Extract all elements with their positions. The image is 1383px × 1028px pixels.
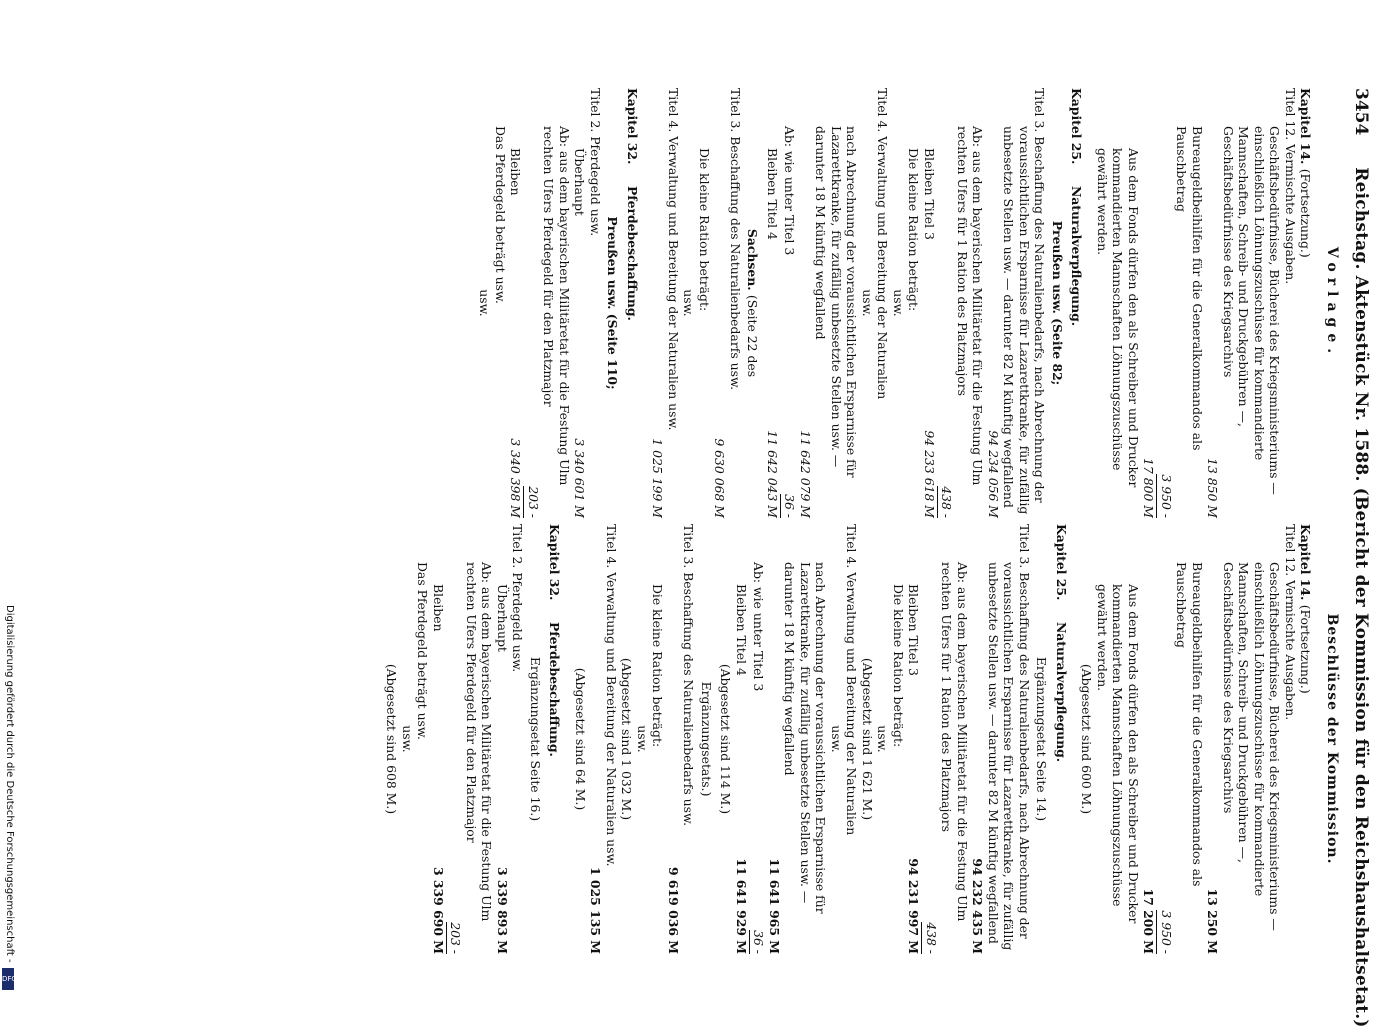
amount-row: 13 250 M xyxy=(1205,888,1221,954)
amount-row: Überhaupt 3 340 601 M xyxy=(572,148,588,518)
amount-row: 9 619 036 M xyxy=(666,866,681,954)
sum-row: 17 200 M xyxy=(1141,888,1157,954)
title-line: Titel 3. Beschaffung des Naturalienbedarfs usw. xyxy=(728,88,743,391)
chapter-heading: Kapitel 32. Pferdebeschaffung. xyxy=(547,524,563,757)
title-line: Titel 4. Verwaltung und Bereitung der Naturalien usw. xyxy=(604,524,619,867)
amount-row: 94 234 056 M xyxy=(986,430,1001,518)
deduction-note: (Abgesetzt sind 1 032 M.) xyxy=(619,657,635,821)
paragraph: Aus dem Fonds dürfen den als Schreiber und Drucker kommandierten Mannschaften Löhnungszuschüsse gewährt werden. xyxy=(1095,584,1141,924)
dfg-logo: DFG xyxy=(2,968,14,990)
amount-row: 13 850 M xyxy=(1205,458,1221,518)
region-heading: Preußen usw. (Seite 82; xyxy=(1050,220,1065,386)
sum-row: Bleiben 3 340 398 M xyxy=(508,148,524,518)
deduction-note: (Abgesetzt sind 600 M.) xyxy=(1079,663,1095,815)
amount-row: 3 950 - xyxy=(1157,88,1175,518)
amount-row: 3 950 - xyxy=(1157,524,1175,954)
paragraph: Ab: aus dem bayerischen Militäretat für die Festung Ulm rechten Ufers Pferdegeld für den Platzmajor xyxy=(541,126,572,486)
title-line: Titel 12. Vermischte Ausgaben. xyxy=(1283,88,1298,285)
sum-row: 17 800 M xyxy=(1141,458,1157,518)
region-heading: Ergänzungsetat Seite 14.) xyxy=(1034,656,1050,822)
paragraph: Geschäftsbedürfnisse, Bücherei des Kriegsministeriums — einschließlich Löhnungszuschüsse für kommandierte Mannschaften, Schreib- und Druckgebühren —, Geschäftsbedürfnisse des Kriegsarchivs xyxy=(1221,126,1283,495)
paragraph: Das Pferdegeld beträgt usw. xyxy=(493,126,508,304)
sum-row: Bleiben Titel 4 11 642 043 M xyxy=(765,148,780,518)
page-title: Reichstag. Aktenstück Nr. 1588. (Bericht der Kommission für den Reichshaushaltsetat.) xyxy=(1351,167,1371,1028)
region-heading: Ergänzungsetat Seite 16.) xyxy=(528,656,543,822)
paragraph: usw. xyxy=(891,289,906,317)
sum-row: Bleiben Titel 4 11 641 929 M xyxy=(734,584,749,954)
paragraph: Ab: aus dem bayerischen Militäretat für die Festung Ulm rechten Ufers Pferdegeld für den Platzmajor xyxy=(464,562,495,922)
paragraph: Die kleine Ration beträgt: xyxy=(906,148,922,312)
chapter-heading: Kapitel 14. (Fortsetzung.) xyxy=(1298,88,1314,258)
title-line: Titel 2. Pferdegeld usw. xyxy=(588,88,603,237)
paragraph: usw. xyxy=(400,725,415,753)
column-heading: Vorlage. xyxy=(1324,246,1340,360)
title-line: Titel 4. Verwaltung und Bereitung der Naturalien xyxy=(844,524,860,836)
amount-row: Ab: wie unter Titel 3 36 - xyxy=(780,88,798,518)
amount-row: 203 - xyxy=(524,88,542,518)
chapter-heading: Kapitel 14. (Fortsetzung.) xyxy=(1298,524,1314,694)
sum-row: Bleiben Titel 3 94 231 997 M xyxy=(906,584,922,954)
paragraph: Aus dem Fonds dürfen den als Schreiber und Drucker kommandierten Mannschaften Löhnungszuschüsse gewährt werden. xyxy=(1095,148,1141,488)
amount-row: Überhaupt 3 339 893 M xyxy=(495,584,510,954)
paragraph: Titel 3. Beschaffung des Naturalienbedarfs, nach Abrechnung der voraussichtlichen Ersparnisse für Lazarettkranke, für zufällig unbesetzte Stellen usw. — darunter 82 M künftig wegfallend xyxy=(986,524,1032,951)
region-heading: Sachsen. (Seite 22 des xyxy=(745,228,761,378)
chapter-heading: Kapitel 25. Naturalverpflegung. xyxy=(1069,88,1085,327)
title-line: Titel 4. Verwaltung und Bereitung der Naturalien xyxy=(875,88,891,400)
amount-row: 1 025 135 M xyxy=(588,866,604,954)
paragraph: usw. xyxy=(477,289,493,317)
paragraph: usw. xyxy=(875,725,891,753)
title-line: Titel 2. Pferdegeld usw. xyxy=(510,524,526,673)
paragraph: nach Abrechnung der voraussichtlichen Ersparnisse für Lazarettkranke, für zufällig unbesetzte Stellen usw. — darunter 18 M künftig wegfallend xyxy=(782,562,829,914)
region-heading: Ergänzungsetats.) xyxy=(699,681,714,797)
amount-row: 1 025 199 M xyxy=(650,438,666,518)
page-number: 3454 xyxy=(1351,88,1371,136)
paragraph: usw. xyxy=(681,289,697,317)
paragraph: usw. xyxy=(635,725,650,753)
title-line: Titel 3. Beschaffung des Naturalienbedarfs usw. xyxy=(681,524,697,827)
region-heading: Preußen usw. (Seite 110; xyxy=(605,216,621,390)
deduction-note: (Abgesetzt sind 1 621 M.) xyxy=(860,657,875,821)
page-header xyxy=(1349,88,1371,1028)
amount-row: 11 641 965 M xyxy=(767,858,782,954)
amount-row: 203 - xyxy=(446,524,464,954)
paragraph: Die kleine Ration beträgt: xyxy=(891,584,906,748)
amount-row: Ab: wie unter Titel 3 36 - xyxy=(749,524,767,954)
paragraph: Titel 3. Beschaffung des Naturalienbedarfs, nach Abrechnung der voraussichtlichen Ersparnisse für Lazarettkranke, für zufällig unbesetzte Stellen usw. — darunter 82 M künftig wegfallend xyxy=(1001,88,1048,515)
paragraph: Bureaugeldbeihilfen für die Generalkommandos als Pauschbetrag xyxy=(1174,126,1205,451)
amount-row: 9 630 068 M xyxy=(712,438,728,518)
paragraph: Die kleine Ration beträgt: xyxy=(650,584,666,748)
deduction-note: (Abgesetzt sind 114 M.) xyxy=(718,663,734,815)
paragraph: Das Pferdegeld beträgt usw. xyxy=(415,562,431,740)
title-line: Titel 4. Verwaltung und Bereitung der Naturalien usw. xyxy=(666,88,681,431)
chapter-heading: Kapitel 25. Naturalverpflegung. xyxy=(1054,524,1069,763)
column-heading: Beschlüsse der Kommission. xyxy=(1324,613,1340,865)
sum-row: Bleiben Titel 3 94 233 618 M xyxy=(922,148,937,518)
paragraph: Bureaugeldbeihilfen für die Generalkommandos als Pauschbetrag xyxy=(1174,562,1205,887)
deduction-note: (Abgesetzt sind 608 M.) xyxy=(384,663,400,815)
paragraph: Geschäftsbedürfnisse, Bücherei des Kriegsministeriums — einschließlich Löhnungszuschüsse für kommandierte Mannschaften, Schreib- und Druckgebühren —, Geschäftsbedürfnisse des Kriegsarchivs xyxy=(1221,562,1283,931)
amount-row: 94 232 435 M xyxy=(970,858,986,954)
digitization-credit: Digitalisierung gefördert durch die Deutsche Forschungsgemeinschaft - xyxy=(4,605,15,963)
chapter-heading: Kapitel 32. Pferdebeschaffung. xyxy=(625,88,640,321)
paragraph: Die kleine Ration beträgt: xyxy=(697,148,712,312)
deduction-note: (Abgesetzt sind 64 M.) xyxy=(573,667,588,811)
paragraph: usw. xyxy=(829,725,844,753)
amount-row: 438 - xyxy=(937,88,955,518)
sum-row: Bleiben 3 339 690 M xyxy=(431,584,446,954)
paragraph: usw. xyxy=(860,289,875,317)
amount-row: 438 - xyxy=(922,524,940,954)
paragraph: nach Abrechnung der voraussichtlichen Ersparnisse für Lazarettkranke, für zufällig unbesetzte Stellen usw. — darunter 18 M künftig wegfallend xyxy=(813,126,860,478)
paragraph: Ab: aus dem bayerischen Militäretat für die Festung Ulm rechten Ufers für 1 Ration des Platzmajors xyxy=(955,126,986,486)
paragraph: Ab: aus dem bayerischen Militäretat für die Festung Ulm rechten Ufers für 1 Ration des Platzmajors xyxy=(939,562,970,922)
column-beschluesse xyxy=(384,524,1343,954)
column-vorlage xyxy=(477,88,1343,518)
amount-row: 11 642 079 M xyxy=(798,430,813,518)
title-line: Titel 12. Vermischte Ausgaben. xyxy=(1283,524,1298,721)
